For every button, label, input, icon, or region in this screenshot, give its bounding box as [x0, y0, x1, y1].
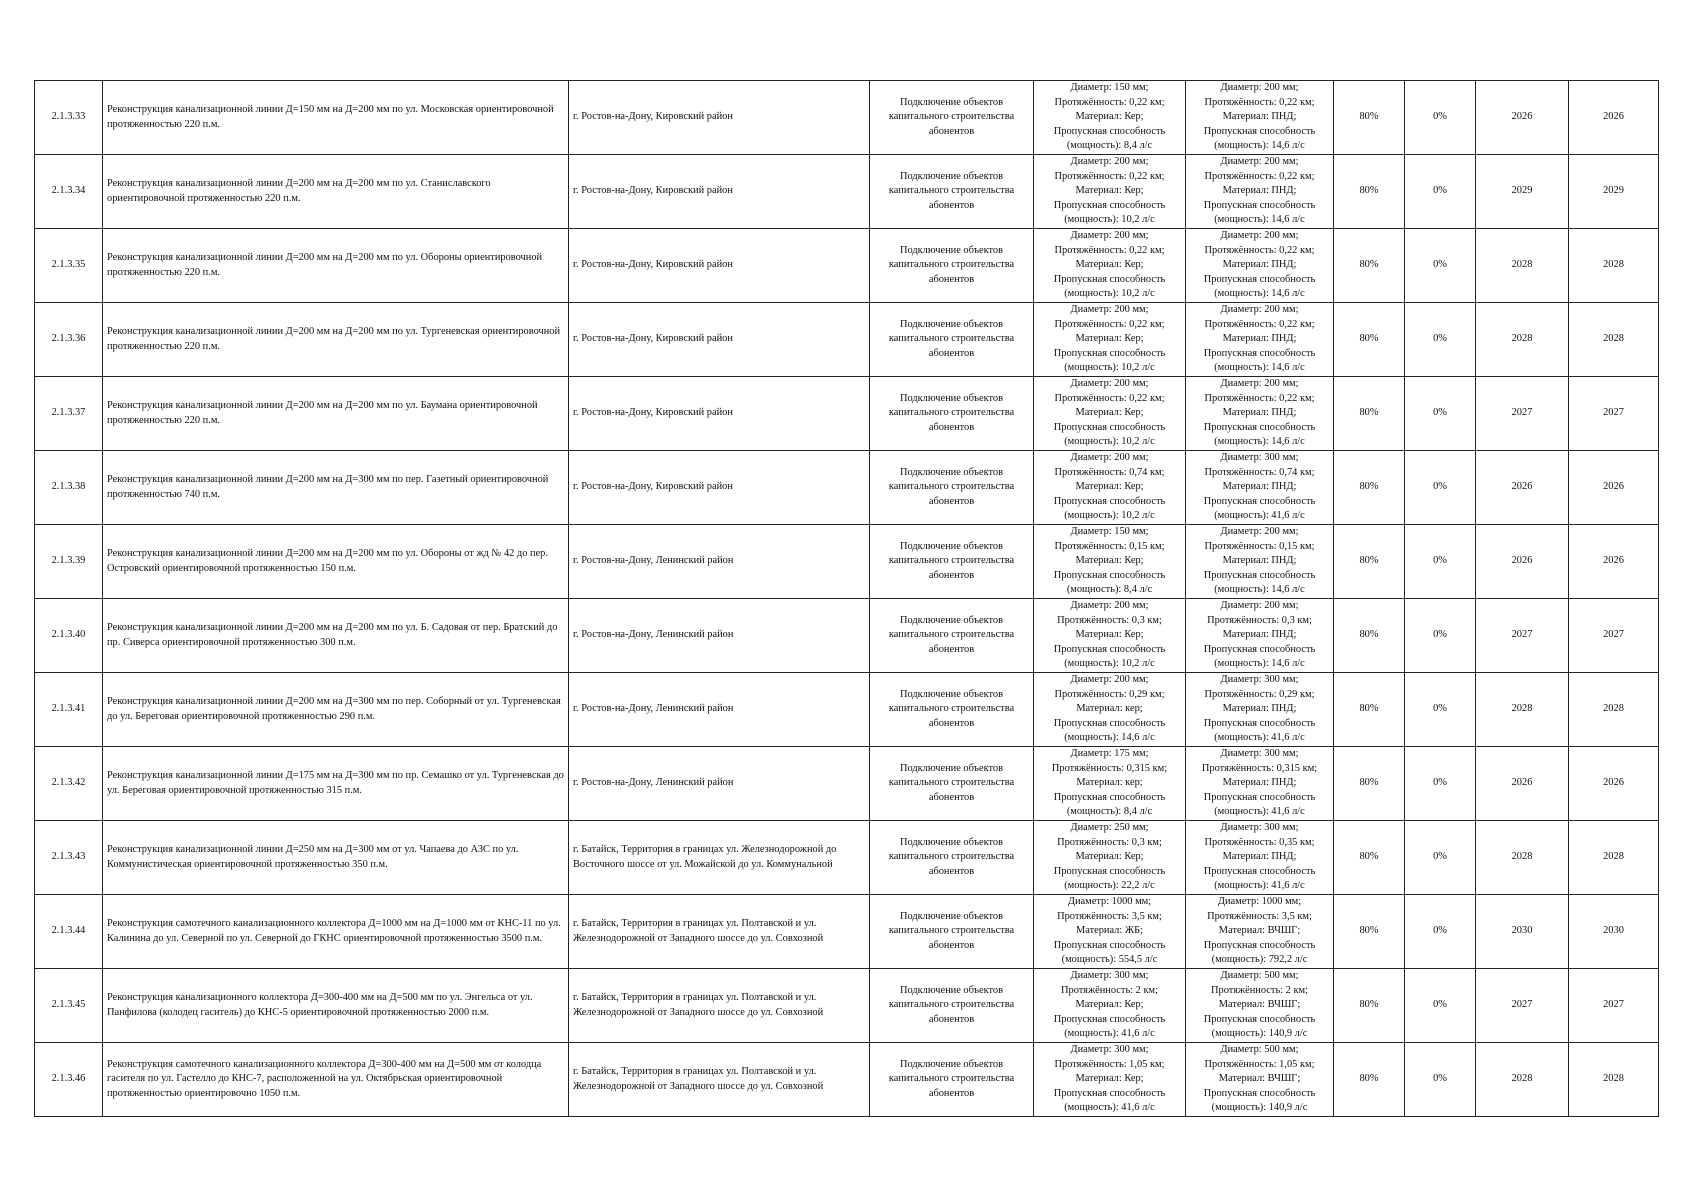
parameters-before-cell [1034, 81, 1186, 155]
parameter-line: (мощность): 41,6 л/с [1214, 510, 1305, 522]
parameter-line: (мощность): 14,6 л/с [1214, 214, 1305, 226]
row-number-cell: 2.1.3.39 [35, 525, 103, 599]
parameter-line: Материал: Кер; [1075, 185, 1144, 197]
work-description-cell: Реконструкция канализационной линии Д=200 мм на Д=200 мм по ул. Б. Садовая от пер. Братский до пр. Сиверса ориентировочной протяженностью 300 п.м. [103, 599, 569, 673]
parameter-line: Материал: ПНД; [1222, 703, 1297, 715]
location-cell: г. Ростов-на-Дону, Кировский район [569, 303, 870, 377]
parameter-line: Материал: Кер; [1075, 333, 1144, 345]
purpose-cell: Подключение объектов капитального строительства абонентов [870, 821, 1034, 895]
parameter-line: (мощность): 10,2 л/с [1064, 288, 1155, 300]
completion-percent-cell: 80% [1334, 673, 1405, 747]
parameter-line: (мощность): 10,2 л/с [1064, 658, 1155, 670]
parameter-line: Пропускная способность [1053, 421, 1166, 433]
table-row [35, 599, 1659, 673]
end-year-cell: 2028 [1569, 303, 1659, 377]
completion-percent-cell: 80% [1334, 303, 1405, 377]
end-year-cell: 2028 [1569, 673, 1659, 747]
start-year-cell: 2027 [1476, 599, 1569, 673]
parameter-line: Пропускная способность [1203, 717, 1316, 729]
parameter-line: Материал: ПНД; [1222, 777, 1297, 789]
parameters-before-cell [1034, 673, 1186, 747]
parameter-line: Диаметр: 300 мм; [1220, 452, 1299, 464]
parameter-line: Диаметр: 200 мм; [1070, 674, 1149, 686]
parameter-line: Диаметр: 300 мм; [1070, 1044, 1149, 1056]
financing-percent-cell: 0% [1405, 303, 1476, 377]
end-year-cell: 2028 [1569, 821, 1659, 895]
parameters-after-cell [1186, 599, 1334, 673]
parameter-line: (мощность): 41,6 л/с [1064, 1102, 1155, 1114]
parameters-after-cell [1186, 303, 1334, 377]
start-year-cell: 2028 [1476, 1043, 1569, 1117]
parameters-before-cell [1034, 1043, 1186, 1117]
row-number-cell: 2.1.3.37 [35, 377, 103, 451]
parameters-after-cell [1186, 747, 1334, 821]
parameters-before-cell [1034, 821, 1186, 895]
parameter-line: Материал: Кер; [1075, 555, 1144, 567]
parameters-after-cell [1186, 377, 1334, 451]
work-description-cell: Реконструкция самотечного канализационного коллектора Д=1000 мм на Д=1000 мм от КНС-11 по ул. Калинина до ул. Северной по ул. Северной до ГКНС ориентировочной протяженностью 3500 п.м. [103, 895, 569, 969]
parameter-line: Протяжённость: 1,05 км; [1054, 1058, 1165, 1070]
table-row [35, 303, 1659, 377]
parameter-line: (мощность): 10,2 л/с [1064, 214, 1155, 226]
parameter-line: Пропускная способность [1053, 1087, 1166, 1099]
completion-percent-cell: 80% [1334, 969, 1405, 1043]
end-year-cell: 2026 [1569, 747, 1659, 821]
parameter-line: Материал: ЖБ; [1075, 925, 1144, 937]
start-year-cell: 2026 [1476, 525, 1569, 599]
parameter-line: (мощность): 41,6 л/с [1214, 880, 1305, 892]
work-description-cell: Реконструкция канализационного коллектора Д=300-400 мм на Д=500 мм по ул. Энгельса от ул. Панфилова (колодец гаситель) до КНС-5 ориентировочной протяженностью 2000 п.м. [103, 969, 569, 1043]
parameters-after-cell [1186, 1043, 1334, 1117]
row-number-cell: 2.1.3.35 [35, 229, 103, 303]
purpose-cell: Подключение объектов капитального строительства абонентов [870, 81, 1034, 155]
parameter-line: Диаметр: 300 мм; [1220, 822, 1299, 834]
parameter-line: Пропускная способность [1053, 347, 1166, 359]
parameters-after-cell [1186, 673, 1334, 747]
parameter-line: Протяжённость: 2 км; [1211, 984, 1308, 996]
parameter-line: Диаметр: 200 мм; [1070, 230, 1149, 242]
parameter-line: Материал: ПНД; [1222, 111, 1297, 123]
parameter-line: (мощность): 8,4 л/с [1066, 806, 1153, 818]
parameter-line: Протяжённость: 0,22 км; [1204, 244, 1315, 256]
end-year-cell: 2027 [1569, 599, 1659, 673]
parameter-line: Материал: кер; [1076, 703, 1143, 715]
work-description-cell: Реконструкция самотечного канализационного коллектора Д=300-400 мм на Д=500 мм от колодца гасителя по ул. Гастелло до КНС-7, расположенной на ул. Октябрьская ориентировочной протяженностью ориентировочно 1050 п.м. [103, 1043, 569, 1117]
parameters-before-cell [1034, 969, 1186, 1043]
investment-program-table [34, 80, 1659, 1117]
parameter-line: Диаметр: 500 мм; [1220, 1044, 1299, 1056]
parameter-line: Пропускная способность [1203, 643, 1316, 655]
location-cell: г. Ростов-на-Дону, Кировский район [569, 377, 870, 451]
table-row [35, 969, 1659, 1043]
parameter-line: Пропускная способность [1203, 865, 1316, 877]
row-number-cell: 2.1.3.38 [35, 451, 103, 525]
parameter-line: Материал: кер; [1076, 777, 1143, 789]
start-year-cell: 2027 [1476, 377, 1569, 451]
parameter-line: Пропускная способность [1053, 199, 1166, 211]
end-year-cell: 2026 [1569, 451, 1659, 525]
parameter-line: Протяжённость: 0,22 км; [1054, 96, 1165, 108]
parameter-line: Диаметр: 200 мм; [1070, 452, 1149, 464]
start-year-cell: 2030 [1476, 895, 1569, 969]
parameter-line: Диаметр: 200 мм; [1220, 526, 1299, 538]
parameter-line: (мощность): 8,4 л/с [1066, 584, 1153, 596]
parameter-line: Диаметр: 300 мм; [1220, 748, 1299, 760]
parameters-after-cell [1186, 81, 1334, 155]
financing-percent-cell: 0% [1405, 155, 1476, 229]
parameter-line: Протяжённость: 0,29 км; [1054, 688, 1165, 700]
work-description-cell: Реконструкция канализационной линии Д=175 мм на Д=300 мм по пр. Семашко от ул. Тургеневская до ул. Береговая ориентировочной протяженностью 315 п.м. [103, 747, 569, 821]
table-row [35, 673, 1659, 747]
work-description-cell: Реконструкция канализационной линии Д=200 мм на Д=200 мм по ул. Обороны от жд № 42 до пер. Островский ориентировочной протяженностью 150 п.м. [103, 525, 569, 599]
parameter-line: Протяжённость: 0,22 км; [1054, 244, 1165, 256]
parameter-line: (мощность): 14,6 л/с [1214, 436, 1305, 448]
parameter-line: Протяжённость: 0,74 км; [1204, 466, 1315, 478]
parameter-line: (мощность): 14,6 л/с [1214, 658, 1305, 670]
row-number-cell: 2.1.3.45 [35, 969, 103, 1043]
parameter-line: Материал: Кер; [1075, 999, 1144, 1011]
parameter-line: (мощность): 41,6 л/с [1214, 732, 1305, 744]
financing-percent-cell: 0% [1405, 1043, 1476, 1117]
parameter-line: Диаметр: 200 мм; [1220, 82, 1299, 94]
start-year-cell: 2028 [1476, 673, 1569, 747]
parameter-line: Материал: Кер; [1075, 481, 1144, 493]
row-number-cell: 2.1.3.41 [35, 673, 103, 747]
end-year-cell: 2028 [1569, 229, 1659, 303]
table-row [35, 747, 1659, 821]
parameter-line: Пропускная способность [1203, 495, 1316, 507]
parameter-line: Диаметр: 200 мм; [1220, 304, 1299, 316]
completion-percent-cell: 80% [1334, 1043, 1405, 1117]
parameter-line: Пропускная способность [1053, 717, 1166, 729]
parameters-after-cell [1186, 821, 1334, 895]
financing-percent-cell: 0% [1405, 81, 1476, 155]
end-year-cell: 2027 [1569, 377, 1659, 451]
financing-percent-cell: 0% [1405, 525, 1476, 599]
parameter-line: (мощность): 140,9 л/с [1211, 1102, 1308, 1114]
parameter-line: (мощность): 14,6 л/с [1214, 584, 1305, 596]
parameter-line: Пропускная способность [1053, 643, 1166, 655]
financing-percent-cell: 0% [1405, 673, 1476, 747]
parameter-line: Диаметр: 1000 мм; [1217, 896, 1302, 908]
parameter-line: Протяжённость: 0,15 км; [1204, 540, 1315, 552]
location-cell: г. Ростов-на-Дону, Кировский район [569, 229, 870, 303]
row-number-cell: 2.1.3.44 [35, 895, 103, 969]
parameter-line: Протяжённость: 3,5 км; [1057, 910, 1162, 922]
start-year-cell: 2027 [1476, 969, 1569, 1043]
parameter-line: (мощность): 792,2 л/с [1211, 954, 1308, 966]
table-row [35, 1043, 1659, 1117]
parameters-before-cell [1034, 451, 1186, 525]
purpose-cell: Подключение объектов капитального строительства абонентов [870, 451, 1034, 525]
financing-percent-cell: 0% [1405, 599, 1476, 673]
parameter-line: Протяжённость: 0,22 км; [1054, 318, 1165, 330]
row-number-cell: 2.1.3.46 [35, 1043, 103, 1117]
parameter-line: Протяжённость: 0,22 км; [1204, 318, 1315, 330]
parameter-line: Материал: Кер; [1075, 259, 1144, 271]
parameter-line: Пропускная способность [1053, 939, 1166, 951]
parameter-line: Пропускная способность [1203, 791, 1316, 803]
parameter-line: Диаметр: 300 мм; [1070, 970, 1149, 982]
start-year-cell: 2029 [1476, 155, 1569, 229]
parameter-line: Протяжённость: 0,3 км; [1057, 614, 1162, 626]
parameter-line: Пропускная способность [1203, 125, 1316, 137]
completion-percent-cell: 80% [1334, 747, 1405, 821]
parameter-line: Материал: ВЧШГ; [1218, 999, 1301, 1011]
parameter-line: Протяжённость: 2 км; [1061, 984, 1158, 996]
completion-percent-cell: 80% [1334, 81, 1405, 155]
parameter-line: (мощность): 10,2 л/с [1064, 436, 1155, 448]
table-row [35, 821, 1659, 895]
parameter-line: Диаметр: 200 мм; [1220, 156, 1299, 168]
parameters-after-cell [1186, 895, 1334, 969]
location-cell: г. Ростов-на-Дону, Ленинский район [569, 673, 870, 747]
parameter-line: Материал: ПНД; [1222, 185, 1297, 197]
financing-percent-cell: 0% [1405, 969, 1476, 1043]
work-description-cell: Реконструкция канализационной линии Д=200 мм на Д=200 мм по ул. Станиславского ориентировочной протяженностью 220 п.м. [103, 155, 569, 229]
table-row [35, 229, 1659, 303]
parameter-line: Протяжённость: 3,5 км; [1207, 910, 1312, 922]
purpose-cell: Подключение объектов капитального строительства абонентов [870, 747, 1034, 821]
row-number-cell: 2.1.3.33 [35, 81, 103, 155]
parameter-line: Материал: ПНД; [1222, 851, 1297, 863]
work-description-cell: Реконструкция канализационной линии Д=150 мм на Д=200 мм по ул. Московская ориентировочной протяженностью 220 п.м. [103, 81, 569, 155]
parameters-before-cell [1034, 155, 1186, 229]
parameters-before-cell [1034, 599, 1186, 673]
parameter-line: Диаметр: 300 мм; [1220, 674, 1299, 686]
end-year-cell: 2026 [1569, 525, 1659, 599]
parameter-line: Диаметр: 200 мм; [1220, 230, 1299, 242]
completion-percent-cell: 80% [1334, 895, 1405, 969]
parameter-line: Протяжённость: 0,22 км; [1054, 170, 1165, 182]
parameter-line: Протяжённость: 0,74 км; [1054, 466, 1165, 478]
start-year-cell: 2028 [1476, 821, 1569, 895]
table-row [35, 451, 1659, 525]
purpose-cell: Подключение объектов капитального строительства абонентов [870, 969, 1034, 1043]
parameters-after-cell [1186, 525, 1334, 599]
parameter-line: Протяжённость: 0,22 км; [1204, 170, 1315, 182]
parameter-line: Материал: ПНД; [1222, 555, 1297, 567]
parameter-line: Протяжённость: 0,22 км; [1204, 96, 1315, 108]
end-year-cell: 2028 [1569, 1043, 1659, 1117]
completion-percent-cell: 80% [1334, 821, 1405, 895]
location-cell: г. Ростов-на-Дону, Ленинский район [569, 747, 870, 821]
location-cell: г. Ростов-на-Дону, Кировский район [569, 155, 870, 229]
table-row [35, 377, 1659, 451]
parameter-line: Материал: ПНД; [1222, 481, 1297, 493]
parameters-after-cell [1186, 155, 1334, 229]
parameters-after-cell [1186, 229, 1334, 303]
parameter-line: (мощность): 14,6 л/с [1064, 732, 1155, 744]
parameter-line: Протяжённость: 0,315 км; [1051, 762, 1168, 774]
parameter-line: (мощность): 41,6 л/с [1064, 1028, 1155, 1040]
parameter-line: Протяжённость: 1,05 км; [1204, 1058, 1315, 1070]
parameter-line: Диаметр: 200 мм; [1070, 156, 1149, 168]
completion-percent-cell: 80% [1334, 525, 1405, 599]
purpose-cell: Подключение объектов капитального строительства абонентов [870, 895, 1034, 969]
parameter-line: Диаметр: 200 мм; [1070, 600, 1149, 612]
parameter-line: Протяжённость: 0,3 км; [1207, 614, 1312, 626]
location-cell: г. Ростов-на-Дону, Ленинский район [569, 525, 870, 599]
parameter-line: Протяжённость: 0,22 км; [1204, 392, 1315, 404]
parameter-line: Материал: Кер; [1075, 851, 1144, 863]
parameter-line: (мощность): 41,6 л/с [1214, 806, 1305, 818]
location-cell: г. Ростов-на-Дону, Кировский район [569, 81, 870, 155]
location-cell: г. Ростов-на-Дону, Ленинский район [569, 599, 870, 673]
parameter-line: Протяжённость: 0,3 км; [1057, 836, 1162, 848]
work-description-cell: Реконструкция канализационной линии Д=200 мм на Д=300 мм по пер. Соборный от ул. Тургеневская до ул. Береговая ориентировочной протяженностью 290 п.м. [103, 673, 569, 747]
purpose-cell: Подключение объектов капитального строительства абонентов [870, 377, 1034, 451]
start-year-cell: 2026 [1476, 81, 1569, 155]
parameter-line: (мощность): 14,6 л/с [1214, 362, 1305, 374]
end-year-cell: 2029 [1569, 155, 1659, 229]
parameters-before-cell [1034, 303, 1186, 377]
parameters-before-cell [1034, 747, 1186, 821]
parameter-line: Материал: ПНД; [1222, 333, 1297, 345]
financing-percent-cell: 0% [1405, 451, 1476, 525]
parameters-before-cell [1034, 895, 1186, 969]
parameter-line: Пропускная способность [1203, 421, 1316, 433]
parameter-line: Материал: ПНД; [1222, 629, 1297, 641]
purpose-cell: Подключение объектов капитального строительства абонентов [870, 1043, 1034, 1117]
parameter-line: Диаметр: 175 мм; [1070, 748, 1149, 760]
financing-percent-cell: 0% [1405, 229, 1476, 303]
start-year-cell: 2026 [1476, 451, 1569, 525]
parameter-line: Протяжённость: 0,315 км; [1201, 762, 1318, 774]
parameter-line: Протяжённость: 0,29 км; [1204, 688, 1315, 700]
end-year-cell: 2026 [1569, 81, 1659, 155]
end-year-cell: 2027 [1569, 969, 1659, 1043]
location-cell: г. Батайск, Территория в границах ул. Полтавской и ул. Железнодорожной от Западного шоссе до ул. Совхозной [569, 895, 870, 969]
parameter-line: Пропускная способность [1203, 273, 1316, 285]
parameter-line: (мощность): 10,2 л/с [1064, 510, 1155, 522]
parameters-before-cell [1034, 525, 1186, 599]
completion-percent-cell: 80% [1334, 155, 1405, 229]
start-year-cell: 2028 [1476, 229, 1569, 303]
parameter-line: Диаметр: 150 мм; [1070, 82, 1149, 94]
parameter-line: (мощность): 140,9 л/с [1211, 1028, 1308, 1040]
location-cell: г. Батайск, Территория в границах ул. Полтавской и ул. Железнодорожной от Западного шоссе до ул. Совхозной [569, 1043, 870, 1117]
work-description-cell: Реконструкция канализационной линии Д=200 мм на Д=200 мм по ул. Обороны ориентировочной протяженностью 220 п.м. [103, 229, 569, 303]
parameter-line: Материал: ПНД; [1222, 259, 1297, 271]
parameter-line: (мощность): 554,5 л/с [1061, 954, 1158, 966]
parameter-line: Материал: Кер; [1075, 629, 1144, 641]
work-description-cell: Реконструкция канализационной линии Д=200 мм на Д=200 мм по ул. Баумана ориентировочной протяженностью 220 п.м. [103, 377, 569, 451]
parameter-line: Диаметр: 200 мм; [1220, 378, 1299, 390]
start-year-cell: 2028 [1476, 303, 1569, 377]
parameters-before-cell [1034, 229, 1186, 303]
parameter-line: Диаметр: 200 мм; [1070, 304, 1149, 316]
parameter-line: (мощность): 8,4 л/с [1066, 140, 1153, 152]
parameter-line: Материал: ВЧШГ; [1218, 1073, 1301, 1085]
parameter-line: Материал: Кер; [1075, 1073, 1144, 1085]
work-description-cell: Реконструкция канализационной линии Д=250 мм на Д=300 мм от ул. Чапаева до АЗС по ул. Коммунистическая ориентировочной протяженностью 350 п.м. [103, 821, 569, 895]
financing-percent-cell: 0% [1405, 377, 1476, 451]
parameter-line: Материал: Кер; [1075, 111, 1144, 123]
table-row [35, 525, 1659, 599]
parameter-line: Диаметр: 200 мм; [1070, 378, 1149, 390]
parameter-line: (мощность): 10,2 л/с [1064, 362, 1155, 374]
start-year-cell: 2026 [1476, 747, 1569, 821]
completion-percent-cell: 80% [1334, 377, 1405, 451]
parameter-line: Диаметр: 250 мм; [1070, 822, 1149, 834]
parameter-line: Материал: ВЧШГ; [1218, 925, 1301, 937]
parameter-line: Материал: ПНД; [1222, 407, 1297, 419]
parameter-line: Протяжённость: 0,35 км; [1204, 836, 1315, 848]
work-description-cell: Реконструкция канализационной линии Д=200 мм на Д=300 мм по пер. Газетный ориентировочной протяженностью 740 п.м. [103, 451, 569, 525]
purpose-cell: Подключение объектов капитального строительства абонентов [870, 155, 1034, 229]
row-number-cell: 2.1.3.40 [35, 599, 103, 673]
parameters-after-cell [1186, 969, 1334, 1043]
purpose-cell: Подключение объектов капитального строительства абонентов [870, 525, 1034, 599]
parameter-line: Пропускная способность [1053, 791, 1166, 803]
parameter-line: (мощность): 14,6 л/с [1214, 288, 1305, 300]
parameter-line: Материал: Кер; [1075, 407, 1144, 419]
parameter-line: Диаметр: 500 мм; [1220, 970, 1299, 982]
financing-percent-cell: 0% [1405, 747, 1476, 821]
parameters-before-cell [1034, 377, 1186, 451]
end-year-cell: 2030 [1569, 895, 1659, 969]
financing-percent-cell: 0% [1405, 895, 1476, 969]
parameter-line: Пропускная способность [1053, 569, 1166, 581]
parameters-after-cell [1186, 451, 1334, 525]
location-cell: г. Ростов-на-Дону, Кировский район [569, 451, 870, 525]
parameter-line: Пропускная способность [1203, 569, 1316, 581]
completion-percent-cell: 80% [1334, 599, 1405, 673]
parameter-line: (мощность): 22,2 л/с [1064, 880, 1155, 892]
table-row [35, 81, 1659, 155]
financing-percent-cell: 0% [1405, 821, 1476, 895]
parameter-line: Пропускная способность [1203, 347, 1316, 359]
location-cell: г. Батайск, Территория в границах ул. Железнодорожной до Восточного шоссе от ул. Можайской до ул. Коммунальной [569, 821, 870, 895]
parameter-line: Пропускная способность [1053, 495, 1166, 507]
table-row [35, 155, 1659, 229]
parameter-line: Пропускная способность [1203, 199, 1316, 211]
parameter-line: Пропускная способность [1053, 273, 1166, 285]
parameter-line: Пропускная способность [1203, 1013, 1316, 1025]
completion-percent-cell: 80% [1334, 451, 1405, 525]
row-number-cell: 2.1.3.34 [35, 155, 103, 229]
parameter-line: Диаметр: 1000 мм; [1067, 896, 1152, 908]
table-row [35, 895, 1659, 969]
parameter-line: Диаметр: 200 мм; [1220, 600, 1299, 612]
row-number-cell: 2.1.3.36 [35, 303, 103, 377]
purpose-cell: Подключение объектов капитального строительства абонентов [870, 229, 1034, 303]
parameter-line: Пропускная способность [1053, 1013, 1166, 1025]
row-number-cell: 2.1.3.43 [35, 821, 103, 895]
parameter-line: Протяжённость: 0,15 км; [1054, 540, 1165, 552]
parameter-line: Пропускная способность [1053, 865, 1166, 877]
work-description-cell: Реконструкция канализационной линии Д=200 мм на Д=200 мм по ул. Тургеневская ориентировочной протяженностью 220 п.м. [103, 303, 569, 377]
purpose-cell: Подключение объектов капитального строительства абонентов [870, 303, 1034, 377]
parameter-line: Протяжённость: 0,22 км; [1054, 392, 1165, 404]
purpose-cell: Подключение объектов капитального строительства абонентов [870, 673, 1034, 747]
purpose-cell: Подключение объектов капитального строительства абонентов [870, 599, 1034, 673]
location-cell: г. Батайск, Территория в границах ул. Полтавской и ул. Железнодорожной от Западного шоссе до ул. Совхозной [569, 969, 870, 1043]
parameter-line: Пропускная способность [1053, 125, 1166, 137]
parameter-line: (мощность): 14,6 л/с [1214, 140, 1305, 152]
completion-percent-cell: 80% [1334, 229, 1405, 303]
parameter-line: Пропускная способность [1203, 939, 1316, 951]
parameter-line: Пропускная способность [1203, 1087, 1316, 1099]
row-number-cell: 2.1.3.42 [35, 747, 103, 821]
parameter-line: Диаметр: 150 мм; [1070, 526, 1149, 538]
